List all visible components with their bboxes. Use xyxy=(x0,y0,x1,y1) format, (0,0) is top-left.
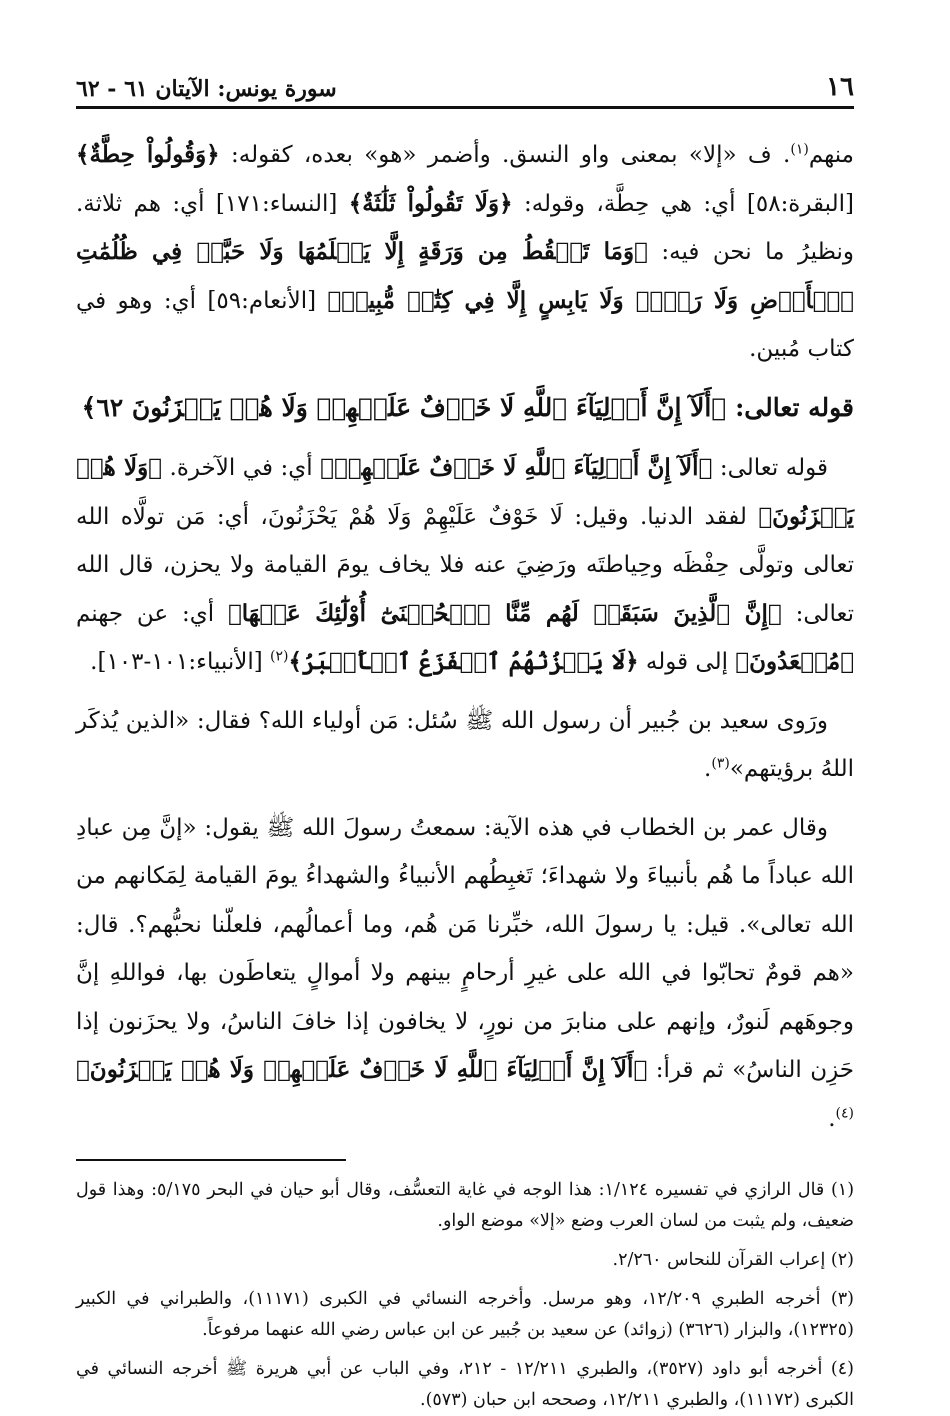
footnote-ref-1[interactable]: (١) xyxy=(790,141,809,158)
verse-heading xyxy=(76,384,854,433)
quran-verse: ﴿وَلَا هُمۡ يَحۡزَنُونَ﴾ xyxy=(76,454,854,530)
text-run: منهم xyxy=(808,142,854,168)
page-header xyxy=(76,60,854,109)
paragraph-2 xyxy=(76,444,854,687)
footnote-separator xyxy=(76,1159,346,1161)
quran-verse: ﴿وَقُولُواْ حِطَّةٌ﴾ xyxy=(76,141,220,168)
text-run: أي: في الآخرة. xyxy=(161,455,321,481)
text-run: . ف «إلا» بمعنى واو النسق. وأضمر «هو» بعده، كقوله: xyxy=(219,142,791,168)
quran-verse: ﴿مُبۡعَدُونَ﴾ xyxy=(735,648,854,675)
text-run: لفقد الدنيا. وقيل: لَا خَوْفٌ عَلَيْهِمْ وَلَا هُمْ يَحْزَنُونَ، أي: مَن تولَّاه الله تعالى وتولَّى حِفْظَه وحِياطتَه ورَضِيَ عنه فلا يخاف يومَ القيامة ولا يحزن، قال الله تعالى: xyxy=(76,503,855,627)
footnote-ref-4[interactable]: (٤) xyxy=(835,1104,854,1121)
footnote-ref-3[interactable]: (٣) xyxy=(711,755,730,772)
text-run: أي: عن جهنم xyxy=(76,600,228,627)
paragraph-4 xyxy=(76,804,854,1144)
paragraph-3 xyxy=(76,697,854,794)
main-text xyxy=(76,131,854,1143)
text-run: . xyxy=(704,756,712,782)
quran-verse: ﴿أَلَآ إِنَّ أَوۡلِيَآءَ ٱللَّهِ لَا خَوۡفٌ عَلَيۡهِمۡ وَلَا هُمۡ يَحۡزَنُونَ﴾ xyxy=(76,1056,648,1083)
footnotes xyxy=(76,1175,854,1416)
footnote-4: (٤) أخرجه أبو داود (٣٥٢٧)، والطبري ١٢/٢١١ - ٢١٢، وفي الباب عن أبي هريرة ﷺ أخرجه النسائي في الكبرى (١١١٧٢)، والطبري ١٢/٢١١، وصححه ابن حبان (٥٧٣). xyxy=(76,1359,854,1410)
paragraph-1 xyxy=(76,131,854,374)
text-run: [البقرة:٥٨] أي: هي حِطَّة، وقوله: xyxy=(512,190,854,217)
footnote-ref-2[interactable]: (٢) xyxy=(270,648,289,665)
text-run: [النساء:١٧١] أي: هم ثلاثة. ونظيرُ ما نحن فيه: xyxy=(76,190,854,265)
text-run: وقال عمر بن الخطاب في هذه الآية: سمعتُ رسولَ الله ﷺ يقول: «إنَّ مِن عبادِ الله عباداً ما هُم بأنبياءَ ولا شهداءَ؛ تَغبِطُهم الأنبياءُ والشهداءُ يومَ القيامة لِمَكانهم من الله تعالى». قيل: يا رسولَ الله، خبِّرنا مَن هُم، وما أعمالُهم، فلعلّنا نحبُّهم؟. قال: «هم قومٌ تحابّوا في الله على غيرِ أرحامٍ بينهم ولا أموالٍ يتعاطَون بها، فواللهِ إنَّ وجوهَهم لَنورٌ، وإنهم على منابرَ من نورٍ، لا يخافون إذا خافَ الناسُ، ولا يحزَنون إذا حَزِن الناسُ» ثم قرأ: xyxy=(76,814,854,1083)
quran-verse: ﴿وَمَا تَسۡقُطُ مِن وَرَقَةٍ إِلَّا يَعۡلَمُهَا وَلَا حَبَّةٖ فِي ظُلُمَٰتِ ٱلۡأَرۡضِ وَلَا رَطۡبٖ وَلَا يَابِسٍ إِلَّا فِي كِتَٰبٖ مُّبِينٖ﴾ xyxy=(76,238,854,314)
text-run: . xyxy=(828,1105,836,1132)
footnote-separator-wrap xyxy=(76,1153,854,1175)
footnote-1: (١) قال الرازي في تفسيره ١/١٢٤: هذا الوجه في غاية التعسُّف، وقال أبو حيان في البحر ٥/١٧٥: وهذا قول ضعيف، ولم يثبت من لسان العرب وضع «إلا» موضع الواو. xyxy=(76,1180,855,1231)
text-run: ورَوى سعيد بن جُبير أن رسول الله ﷺ سُئل: مَن أولياء الله؟ فقال: «الذين يُذكَر اللهُ برؤيتهم» xyxy=(76,707,854,782)
heading-label: قوله تعالى: xyxy=(726,392,854,422)
page-number: ١٦ xyxy=(826,72,854,102)
text-run: قوله تعالى: xyxy=(712,455,829,481)
footnote-2: (٢) إعراب القرآن للنحاس ٢/٢٦٠. xyxy=(612,1250,854,1270)
footnote-3: (٣) أخرجه الطبري ١٢/٢٠٩، وهو مرسل. وأخرجه النسائي في الكبرى (١١١٧١)، والطبراني في الكبير (١٢٣٢٥)، والبزار (٣٦٢٦) (زوائد) عن سعيد بن جُبير عن ابن عباس رضي الله عنهما مرفوعاً. xyxy=(76,1289,854,1340)
text-run: [الأنبياء:١٠١-١٠٣]. xyxy=(90,649,271,675)
quran-verse: ﴿وَلَا تَقُولُواْ ثَلَٰثَةٌ﴾ xyxy=(348,189,513,217)
quran-verse: ﴿لَا يَحۡزُنُهُمُ ٱلۡفَزَعُ ٱلۡأَكۡبَرُ﴾ xyxy=(288,648,639,675)
quran-verse: ﴿إِنَّ ٱلَّذِينَ سَبَقَتۡ لَهُم مِّنَّا ٱلۡحُسۡنَىٰٓ أُوْلَٰٓئِكَ عَنۡهَا﴾ xyxy=(227,599,782,627)
quran-verse: ﴿أَلَآ إِنَّ أَوۡلِيَآءَ ٱللَّهِ لَا خَوۡفٌ عَلَيۡهِمۡ﴾ xyxy=(320,454,713,481)
quran-verse: ﴿أَلَآ إِنَّ أَوۡلِيَآءَ ٱللَّهِ لَا خَوۡفٌ عَلَيۡهِمۡ وَلَا هُمۡ يَحۡزَنُونَ ٦٢﴾ xyxy=(81,392,727,422)
book-page xyxy=(76,60,855,1410)
running-title: سورة يونس: الآيتان ٦١ - ٦٢ xyxy=(76,76,337,102)
text-run: [الأنعام:٥٩] أي: وهو في كتاب مُبين. xyxy=(76,287,854,362)
text-run: إلى قوله xyxy=(638,649,736,675)
